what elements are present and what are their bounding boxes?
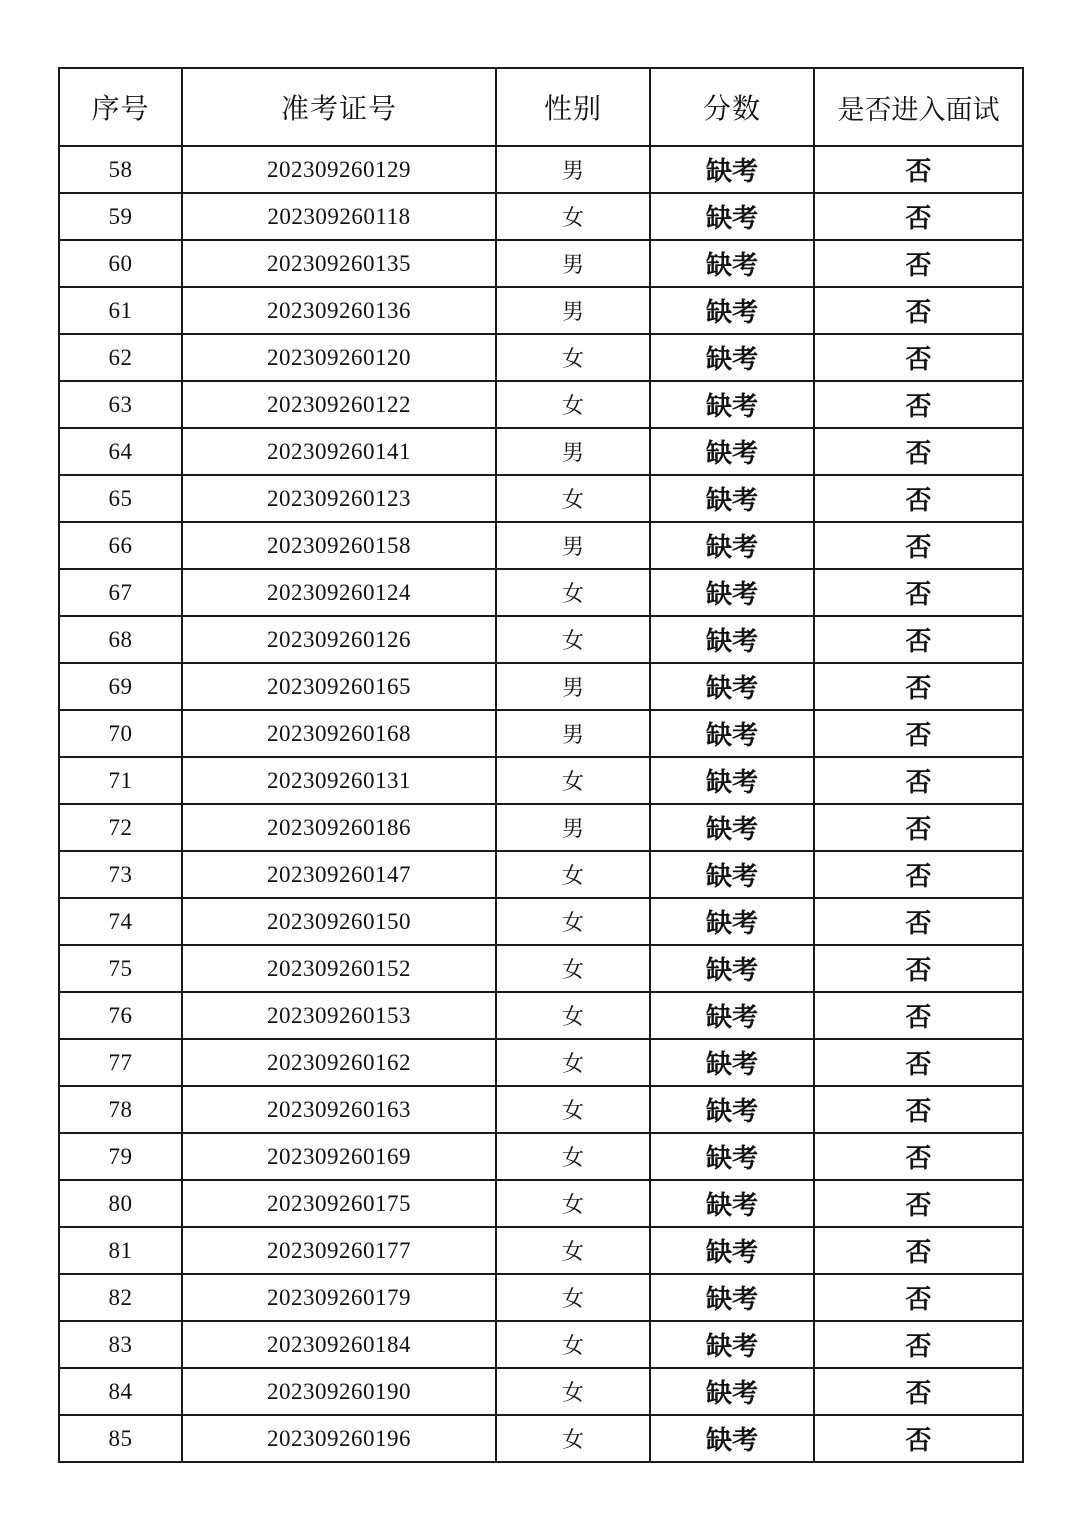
interview-cell: 否 (814, 992, 1023, 1039)
header-interview: 是否进入面试 (814, 68, 1023, 146)
score-cell: 缺考 (650, 146, 814, 193)
admission-number-cell: 202309260196 (182, 1415, 496, 1462)
interview-cell: 否 (814, 804, 1023, 851)
gender-cell: 女 (496, 1133, 650, 1180)
score-cell: 缺考 (650, 569, 814, 616)
score-cell: 缺考 (650, 287, 814, 334)
gender-cell: 女 (496, 945, 650, 992)
seq-cell: 64 (59, 428, 182, 475)
seq-cell: 75 (59, 945, 182, 992)
results-table (58, 67, 1024, 1463)
score-cell: 缺考 (650, 945, 814, 992)
seq-cell: 69 (59, 663, 182, 710)
table-row (59, 1274, 1023, 1321)
admission-number-cell: 202309260162 (182, 1039, 496, 1086)
gender-cell: 女 (496, 1368, 650, 1415)
admission-number-cell: 202309260126 (182, 616, 496, 663)
interview-cell: 否 (814, 851, 1023, 898)
interview-cell: 否 (814, 1039, 1023, 1086)
header-admission-number: 准考证号 (182, 68, 496, 146)
gender-cell: 女 (496, 1227, 650, 1274)
score-cell: 缺考 (650, 1180, 814, 1227)
seq-cell: 84 (59, 1368, 182, 1415)
interview-cell: 否 (814, 1274, 1023, 1321)
gender-cell: 男 (496, 522, 650, 569)
score-cell: 缺考 (650, 475, 814, 522)
interview-cell: 否 (814, 334, 1023, 381)
score-cell: 缺考 (650, 381, 814, 428)
interview-cell: 否 (814, 710, 1023, 757)
header-gender: 性别 (496, 68, 650, 146)
table-row (59, 240, 1023, 287)
seq-cell: 79 (59, 1133, 182, 1180)
table-row (59, 992, 1023, 1039)
seq-cell: 81 (59, 1227, 182, 1274)
seq-cell: 60 (59, 240, 182, 287)
table-row (59, 851, 1023, 898)
interview-cell: 否 (814, 1133, 1023, 1180)
table-row (59, 1368, 1023, 1415)
interview-cell: 否 (814, 616, 1023, 663)
table-row (59, 1039, 1023, 1086)
header-score: 分数 (650, 68, 814, 146)
table-row (59, 616, 1023, 663)
gender-cell: 女 (496, 1321, 650, 1368)
seq-cell: 74 (59, 898, 182, 945)
interview-cell: 否 (814, 193, 1023, 240)
score-cell: 缺考 (650, 757, 814, 804)
admission-number-cell: 202309260158 (182, 522, 496, 569)
score-cell: 缺考 (650, 522, 814, 569)
score-cell: 缺考 (650, 898, 814, 945)
interview-cell: 否 (814, 569, 1023, 616)
seq-cell: 58 (59, 146, 182, 193)
gender-cell: 女 (496, 898, 650, 945)
interview-cell: 否 (814, 287, 1023, 334)
score-cell: 缺考 (650, 1086, 814, 1133)
admission-number-cell: 202309260120 (182, 334, 496, 381)
score-cell: 缺考 (650, 1039, 814, 1086)
seq-cell: 68 (59, 616, 182, 663)
admission-number-cell: 202309260179 (182, 1274, 496, 1321)
table-row (59, 945, 1023, 992)
interview-cell: 否 (814, 1321, 1023, 1368)
score-cell: 缺考 (650, 193, 814, 240)
gender-cell: 女 (496, 381, 650, 428)
admission-number-cell: 202309260131 (182, 757, 496, 804)
gender-cell: 女 (496, 757, 650, 804)
admission-number-cell: 202309260129 (182, 146, 496, 193)
table-row (59, 428, 1023, 475)
admission-number-cell: 202309260147 (182, 851, 496, 898)
score-cell: 缺考 (650, 851, 814, 898)
gender-cell: 女 (496, 475, 650, 522)
gender-cell: 女 (496, 851, 650, 898)
interview-cell: 否 (814, 898, 1023, 945)
gender-cell: 男 (496, 428, 650, 475)
gender-cell: 女 (496, 193, 650, 240)
score-cell: 缺考 (650, 804, 814, 851)
interview-cell: 否 (814, 428, 1023, 475)
interview-cell: 否 (814, 1180, 1023, 1227)
table-row (59, 569, 1023, 616)
admission-number-cell: 202309260184 (182, 1321, 496, 1368)
gender-cell: 男 (496, 663, 650, 710)
seq-cell: 85 (59, 1415, 182, 1462)
admission-number-cell: 202309260177 (182, 1227, 496, 1274)
table-row (59, 287, 1023, 334)
gender-cell: 女 (496, 1086, 650, 1133)
gender-cell: 男 (496, 287, 650, 334)
table-row (59, 898, 1023, 945)
score-cell: 缺考 (650, 240, 814, 287)
seq-cell: 73 (59, 851, 182, 898)
score-cell: 缺考 (650, 1321, 814, 1368)
gender-cell: 女 (496, 1180, 650, 1227)
seq-cell: 72 (59, 804, 182, 851)
header-row (59, 68, 1023, 146)
gender-cell: 男 (496, 804, 650, 851)
seq-cell: 78 (59, 1086, 182, 1133)
score-cell: 缺考 (650, 1368, 814, 1415)
table-row (59, 663, 1023, 710)
gender-cell: 女 (496, 616, 650, 663)
score-cell: 缺考 (650, 616, 814, 663)
score-cell: 缺考 (650, 334, 814, 381)
admission-number-cell: 202309260168 (182, 710, 496, 757)
admission-number-cell: 202309260175 (182, 1180, 496, 1227)
seq-cell: 61 (59, 287, 182, 334)
seq-cell: 63 (59, 381, 182, 428)
seq-cell: 62 (59, 334, 182, 381)
gender-cell: 男 (496, 146, 650, 193)
admission-number-cell: 202309260136 (182, 287, 496, 334)
table-row (59, 381, 1023, 428)
admission-number-cell: 202309260186 (182, 804, 496, 851)
interview-cell: 否 (814, 1415, 1023, 1462)
table-row (59, 757, 1023, 804)
interview-cell: 否 (814, 945, 1023, 992)
score-cell: 缺考 (650, 710, 814, 757)
score-cell: 缺考 (650, 1133, 814, 1180)
admission-number-cell: 202309260118 (182, 193, 496, 240)
score-cell: 缺考 (650, 992, 814, 1039)
interview-cell: 否 (814, 522, 1023, 569)
seq-cell: 83 (59, 1321, 182, 1368)
admission-number-cell: 202309260135 (182, 240, 496, 287)
admission-number-cell: 202309260165 (182, 663, 496, 710)
gender-cell: 女 (496, 569, 650, 616)
table-row (59, 1086, 1023, 1133)
table-row (59, 804, 1023, 851)
admission-number-cell: 202309260190 (182, 1368, 496, 1415)
seq-cell: 65 (59, 475, 182, 522)
seq-cell: 67 (59, 569, 182, 616)
table-row (59, 1321, 1023, 1368)
table-row (59, 193, 1023, 240)
table-row (59, 1227, 1023, 1274)
table-row (59, 710, 1023, 757)
admission-number-cell: 202309260122 (182, 381, 496, 428)
interview-cell: 否 (814, 240, 1023, 287)
seq-cell: 77 (59, 1039, 182, 1086)
admission-number-cell: 202309260124 (182, 569, 496, 616)
interview-cell: 否 (814, 1086, 1023, 1133)
table-row (59, 1133, 1023, 1180)
admission-number-cell: 202309260141 (182, 428, 496, 475)
table-row (59, 1180, 1023, 1227)
seq-cell: 59 (59, 193, 182, 240)
interview-cell: 否 (814, 475, 1023, 522)
admission-number-cell: 202309260152 (182, 945, 496, 992)
interview-cell: 否 (814, 1227, 1023, 1274)
table-row (59, 1415, 1023, 1462)
results-sheet (58, 67, 1022, 1463)
table-row (59, 475, 1023, 522)
interview-cell: 否 (814, 381, 1023, 428)
seq-cell: 66 (59, 522, 182, 569)
header-seq: 序号 (59, 68, 182, 146)
interview-cell: 否 (814, 663, 1023, 710)
score-cell: 缺考 (650, 1227, 814, 1274)
seq-cell: 80 (59, 1180, 182, 1227)
gender-cell: 女 (496, 1274, 650, 1321)
seq-cell: 71 (59, 757, 182, 804)
admission-number-cell: 202309260150 (182, 898, 496, 945)
table-row (59, 334, 1023, 381)
admission-number-cell: 202309260123 (182, 475, 496, 522)
score-cell: 缺考 (650, 1415, 814, 1462)
score-cell: 缺考 (650, 1274, 814, 1321)
gender-cell: 女 (496, 1415, 650, 1462)
gender-cell: 男 (496, 240, 650, 287)
interview-cell: 否 (814, 146, 1023, 193)
gender-cell: 女 (496, 992, 650, 1039)
table-header (59, 68, 1023, 146)
admission-number-cell: 202309260153 (182, 992, 496, 1039)
seq-cell: 70 (59, 710, 182, 757)
gender-cell: 女 (496, 334, 650, 381)
table-row (59, 146, 1023, 193)
seq-cell: 82 (59, 1274, 182, 1321)
score-cell: 缺考 (650, 663, 814, 710)
interview-cell: 否 (814, 757, 1023, 804)
table-row (59, 522, 1023, 569)
score-cell: 缺考 (650, 428, 814, 475)
admission-number-cell: 202309260163 (182, 1086, 496, 1133)
gender-cell: 男 (496, 710, 650, 757)
table-body (59, 146, 1023, 1462)
admission-number-cell: 202309260169 (182, 1133, 496, 1180)
interview-cell: 否 (814, 1368, 1023, 1415)
seq-cell: 76 (59, 992, 182, 1039)
gender-cell: 女 (496, 1039, 650, 1086)
